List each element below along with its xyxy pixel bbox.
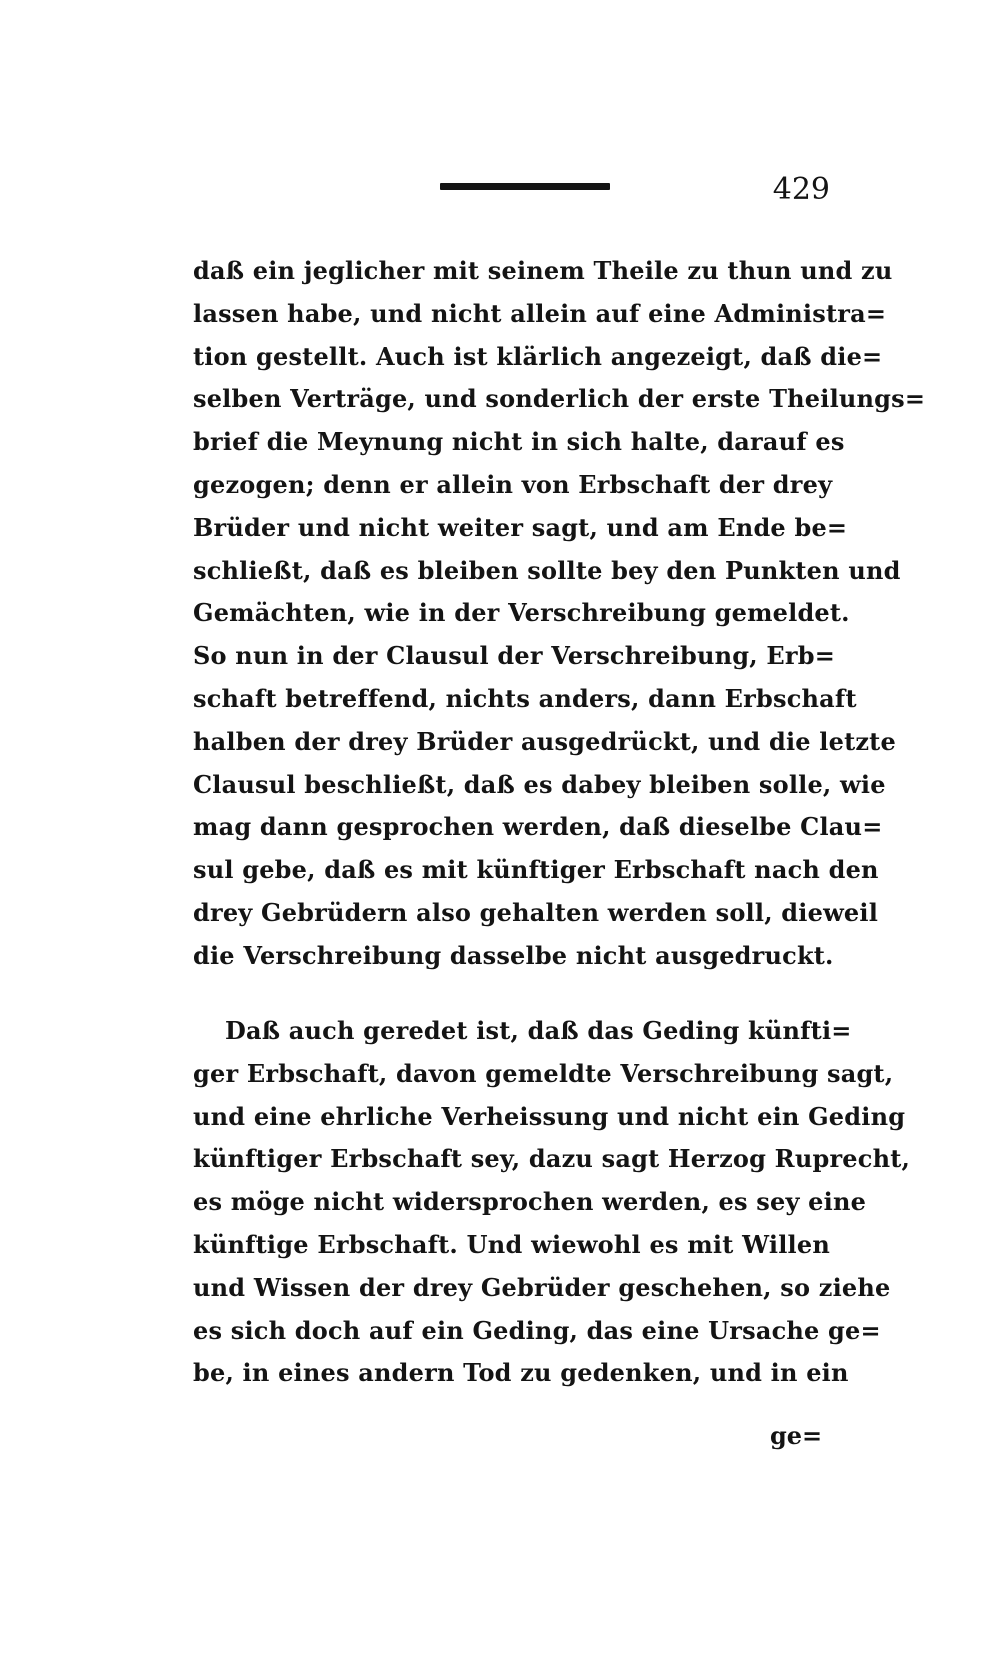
text-line: die Verschreibung dasselbe nicht ausgedruckt. [193, 940, 834, 970]
text-line: selben Verträge, und sonderlich der erste Theilungs= [193, 384, 926, 414]
page-number: 429 [772, 172, 830, 207]
text-line: Gemächten, wie in der Verschreibung gemeldet. [193, 598, 850, 628]
text-line: schaft betreffend, nichts anders, dann Erbschaft [193, 683, 857, 713]
text-line: So nun in der Clausul der Verschreibung, Erb= [193, 641, 836, 671]
text-line: künftiger Erbschaft sey, dazu sagt Herzog Ruprecht, [193, 1144, 911, 1174]
text-line: gezogen; denn er allein von Erbschaft der drey [193, 469, 833, 499]
paragraph-2 [193, 1010, 911, 1395]
text-line: be, in eines andern Tod zu gedenken, und in ein [193, 1358, 849, 1388]
text-line: Clausul beschließt, daß es dabey bleiben solle, wie [193, 769, 886, 799]
text-line: brief die Meynung nicht in sich halte, darauf es [193, 427, 845, 457]
text-line: daß ein jeglicher mit seinem Theile zu thun und zu [193, 256, 893, 285]
text-line: drey Gebrüdern also gehalten werden soll, dieweil [193, 897, 879, 927]
text-line: und Wissen der drey Gebrüder geschehen, so ziehe [193, 1272, 891, 1302]
text-line: schließt, daß es bleiben sollte bey den Punkten und [193, 555, 901, 585]
header-rule [440, 183, 610, 190]
paragraph-1 [193, 250, 926, 978]
text-line: und eine ehrliche Verheissung und nicht ein Geding [193, 1101, 906, 1131]
text-line: es sich doch auf ein Geding, das eine Ursache ge= [193, 1315, 881, 1345]
text-line: Daß auch geredet ist, daß das Geding künfti= [225, 1016, 852, 1045]
text-line: es möge nicht widersprochen werden, es sey eine [193, 1187, 867, 1217]
text-line: ger Erbschaft, davon gemeldte Verschreibung sagt, [193, 1058, 894, 1088]
text-line: künftige Erbschaft. Und wiewohl es mit Willen [193, 1229, 830, 1259]
text-line: sul gebe, daß es mit künftiger Erbschaft nach den [193, 855, 879, 885]
text-line: Brüder und nicht weiter sagt, und am Ende be= [193, 512, 848, 542]
text-line: lassen habe, und nicht allein auf eine Administra= [193, 298, 887, 328]
text-line: tion gestellt. Auch ist klärlich angezeigt, daß die= [193, 341, 883, 371]
catchword: ge= [770, 1421, 823, 1450]
text-line: mag dann gesprochen werden, daß dieselbe Clau= [193, 812, 883, 842]
text-line: halben der drey Brüder ausgedrückt, und die letzte [193, 726, 896, 756]
